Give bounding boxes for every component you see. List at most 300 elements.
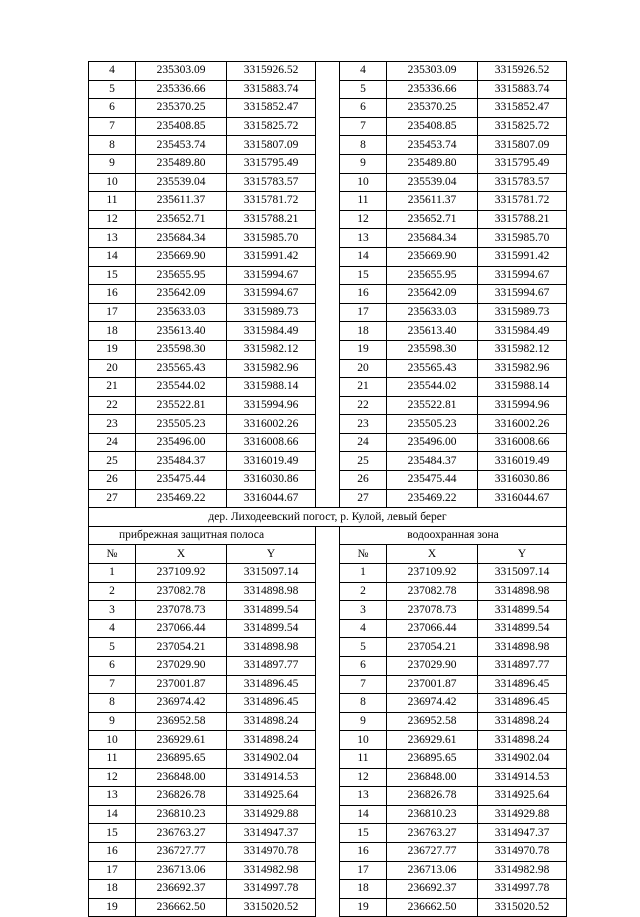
coordinates-document <box>88 61 587 917</box>
point-number-left: 8 <box>89 694 136 713</box>
point-number-right: 10 <box>340 173 387 192</box>
coord-y-right: 3314896.45 <box>478 694 567 713</box>
column-gap <box>316 880 340 899</box>
coord-y-left: 3314925.64 <box>227 787 316 806</box>
coord-x-right: 235655.95 <box>387 266 478 285</box>
point-number-right: 15 <box>340 266 387 285</box>
coord-x-right: 236895.65 <box>387 749 478 768</box>
section-header <box>89 508 567 564</box>
left-section-title: прибрежная защитная полоса <box>89 526 316 545</box>
coord-y-left: 3316008.66 <box>227 433 316 452</box>
coord-y-left: 3315989.73 <box>227 303 316 322</box>
coord-y-left: 3314970.78 <box>227 842 316 861</box>
point-number-left: 16 <box>89 285 136 304</box>
table-row <box>89 452 567 471</box>
coord-x-left: 237078.73 <box>136 601 227 620</box>
point-number-right: 23 <box>340 415 387 434</box>
coord-x-left: 236727.77 <box>136 842 227 861</box>
point-number-right: 4 <box>340 62 387 81</box>
column-gap <box>316 303 340 322</box>
coord-y-left: 3314899.54 <box>227 601 316 620</box>
table-row <box>89 638 567 657</box>
coord-y-right: 3315926.52 <box>478 62 567 81</box>
table-row <box>89 285 567 304</box>
coord-x-right: 235611.37 <box>387 192 478 211</box>
column-gap <box>316 471 340 490</box>
coord-x-left: 235370.25 <box>136 99 227 118</box>
coord-y-left: 3315788.21 <box>227 210 316 229</box>
table-row <box>89 749 567 768</box>
point-number-left: 22 <box>89 396 136 415</box>
coord-x-right: 236713.06 <box>387 861 478 880</box>
coord-x-left: 236952.58 <box>136 712 227 731</box>
point-number-left: 23 <box>89 415 136 434</box>
coord-x-left: 235475.44 <box>136 471 227 490</box>
column-gap <box>316 99 340 118</box>
coord-y-right: 3314997.78 <box>478 880 567 899</box>
point-number-right: 12 <box>340 210 387 229</box>
coord-y-left: 3315781.72 <box>227 192 316 211</box>
point-number-right: 16 <box>340 842 387 861</box>
point-number-right: 26 <box>340 471 387 490</box>
point-number-right: 18 <box>340 880 387 899</box>
point-number-right: 20 <box>340 359 387 378</box>
coordinates-table <box>88 61 567 917</box>
coord-x-left: 235539.04 <box>136 173 227 192</box>
coord-x-right: 237082.78 <box>387 582 478 601</box>
coord-x-right: 235408.85 <box>387 117 478 136</box>
coord-y-left: 3315020.52 <box>227 898 316 917</box>
table-row <box>89 154 567 173</box>
coord-x-right: 235303.09 <box>387 62 478 81</box>
table-row <box>89 564 567 583</box>
coord-x-left: 236692.37 <box>136 880 227 899</box>
coord-x-right: 235633.03 <box>387 303 478 322</box>
header-y-right: Y <box>478 545 567 564</box>
table-row <box>89 489 567 508</box>
coord-x-right: 235475.44 <box>387 471 478 490</box>
coord-y-right: 3314947.37 <box>478 824 567 843</box>
coord-x-left: 235522.81 <box>136 396 227 415</box>
coord-y-left: 3315982.96 <box>227 359 316 378</box>
table-row <box>89 80 567 99</box>
header-num-right: № <box>340 545 387 564</box>
point-number-left: 17 <box>89 303 136 322</box>
bottom-coordinates-body <box>89 564 567 917</box>
header-y-left: Y <box>227 545 316 564</box>
coord-y-right: 3314899.54 <box>478 619 567 638</box>
coord-x-right: 235453.74 <box>387 136 478 155</box>
coord-x-right: 235469.22 <box>387 489 478 508</box>
coord-y-right: 3315781.72 <box>478 192 567 211</box>
column-gap <box>316 749 340 768</box>
coord-y-right: 3315994.67 <box>478 266 567 285</box>
coord-y-right: 3315788.21 <box>478 210 567 229</box>
column-gap <box>316 712 340 731</box>
table-row <box>89 117 567 136</box>
table-row <box>89 471 567 490</box>
coord-y-left: 3315795.49 <box>227 154 316 173</box>
column-gap <box>316 564 340 583</box>
coord-y-left: 3315883.74 <box>227 80 316 99</box>
column-gap <box>316 694 340 713</box>
table-row <box>89 136 567 155</box>
coord-x-left: 235505.23 <box>136 415 227 434</box>
point-number-left: 1 <box>89 564 136 583</box>
column-gap <box>316 229 340 248</box>
point-number-right: 27 <box>340 489 387 508</box>
coord-x-left: 236662.50 <box>136 898 227 917</box>
coord-x-right: 235489.80 <box>387 154 478 173</box>
coord-y-left: 3314982.98 <box>227 861 316 880</box>
coord-y-left: 3314898.24 <box>227 712 316 731</box>
coord-x-left: 237066.44 <box>136 619 227 638</box>
column-gap <box>316 62 340 81</box>
table-row <box>89 210 567 229</box>
coord-x-right: 237078.73 <box>387 601 478 620</box>
coord-x-left: 236810.23 <box>136 805 227 824</box>
coord-y-left: 3315807.09 <box>227 136 316 155</box>
coord-y-left: 3315825.72 <box>227 117 316 136</box>
coord-y-right: 3315795.49 <box>478 154 567 173</box>
table-row <box>89 582 567 601</box>
coord-x-right: 236763.27 <box>387 824 478 843</box>
table-row <box>89 898 567 917</box>
point-number-left: 5 <box>89 638 136 657</box>
point-number-right: 19 <box>340 340 387 359</box>
top-coordinates-body <box>89 62 567 508</box>
coord-y-left: 3316002.26 <box>227 415 316 434</box>
point-number-left: 18 <box>89 880 136 899</box>
point-number-right: 24 <box>340 433 387 452</box>
point-number-left: 3 <box>89 601 136 620</box>
coord-x-right: 236810.23 <box>387 805 478 824</box>
coord-x-right: 235336.66 <box>387 80 478 99</box>
point-number-left: 18 <box>89 322 136 341</box>
table-row <box>89 229 567 248</box>
column-gap <box>316 452 340 471</box>
column-gap <box>316 842 340 861</box>
point-number-left: 10 <box>89 731 136 750</box>
table-row <box>89 62 567 81</box>
point-number-right: 8 <box>340 136 387 155</box>
coord-x-left: 236763.27 <box>136 824 227 843</box>
table-row <box>89 303 567 322</box>
column-gap <box>316 601 340 620</box>
coord-x-right: 236662.50 <box>387 898 478 917</box>
coord-y-left: 3315994.96 <box>227 396 316 415</box>
point-number-left: 19 <box>89 340 136 359</box>
coord-y-left: 3314929.88 <box>227 805 316 824</box>
coord-x-left: 235642.09 <box>136 285 227 304</box>
column-gap <box>316 247 340 266</box>
column-gap <box>316 824 340 843</box>
column-gap <box>316 805 340 824</box>
coord-y-left: 3315982.12 <box>227 340 316 359</box>
point-number-right: 9 <box>340 712 387 731</box>
column-gap <box>316 378 340 397</box>
coord-y-left: 3316019.49 <box>227 452 316 471</box>
table-row <box>89 99 567 118</box>
coord-x-right: 236692.37 <box>387 880 478 899</box>
coord-y-right: 3315988.14 <box>478 378 567 397</box>
coord-x-left: 235613.40 <box>136 322 227 341</box>
point-number-left: 7 <box>89 117 136 136</box>
point-number-left: 24 <box>89 433 136 452</box>
header-num-left: № <box>89 545 136 564</box>
coord-y-left: 3314897.77 <box>227 657 316 676</box>
coord-y-right: 3316019.49 <box>478 452 567 471</box>
coord-y-right: 3316030.86 <box>478 471 567 490</box>
point-number-right: 9 <box>340 154 387 173</box>
point-number-right: 25 <box>340 452 387 471</box>
coord-y-right: 3315994.67 <box>478 285 567 304</box>
point-number-left: 12 <box>89 768 136 787</box>
coord-y-left: 3315852.47 <box>227 99 316 118</box>
coord-x-left: 237082.78 <box>136 582 227 601</box>
point-number-left: 26 <box>89 471 136 490</box>
point-number-left: 11 <box>89 749 136 768</box>
table-row <box>89 694 567 713</box>
point-number-right: 19 <box>340 898 387 917</box>
table-row <box>89 880 567 899</box>
point-number-right: 1 <box>340 564 387 583</box>
point-number-left: 17 <box>89 861 136 880</box>
column-gap <box>316 154 340 173</box>
column-gap <box>316 359 340 378</box>
coord-x-right: 237029.90 <box>387 657 478 676</box>
coord-x-right: 236952.58 <box>387 712 478 731</box>
table-row <box>89 378 567 397</box>
table-row <box>89 192 567 211</box>
coord-x-left: 235544.02 <box>136 378 227 397</box>
coord-y-right: 3314899.54 <box>478 601 567 620</box>
coord-y-right: 3315982.96 <box>478 359 567 378</box>
table-row <box>89 768 567 787</box>
coord-y-right: 3314925.64 <box>478 787 567 806</box>
coord-y-right: 3314898.24 <box>478 712 567 731</box>
point-number-right: 5 <box>340 80 387 99</box>
coord-x-left: 235565.43 <box>136 359 227 378</box>
coord-y-right: 3316002.26 <box>478 415 567 434</box>
column-gap <box>316 638 340 657</box>
coord-x-left: 235633.03 <box>136 303 227 322</box>
point-number-left: 21 <box>89 378 136 397</box>
column-gap <box>316 787 340 806</box>
point-number-left: 19 <box>89 898 136 917</box>
coord-y-right: 3315994.96 <box>478 396 567 415</box>
coord-x-left: 236848.00 <box>136 768 227 787</box>
point-number-right: 5 <box>340 638 387 657</box>
coord-y-left: 3314899.54 <box>227 619 316 638</box>
point-number-right: 12 <box>340 768 387 787</box>
column-gap <box>316 173 340 192</box>
coord-x-left: 235489.80 <box>136 154 227 173</box>
column-gap <box>316 322 340 341</box>
table-row <box>89 266 567 285</box>
column-gap <box>316 582 340 601</box>
coord-x-left: 236713.06 <box>136 861 227 880</box>
column-gap <box>316 768 340 787</box>
coord-y-left: 3315783.57 <box>227 173 316 192</box>
coord-x-right: 235652.71 <box>387 210 478 229</box>
column-gap <box>316 489 340 508</box>
table-row <box>89 601 567 620</box>
point-number-right: 15 <box>340 824 387 843</box>
coord-x-right: 237001.87 <box>387 675 478 694</box>
point-number-right: 16 <box>340 285 387 304</box>
point-number-left: 12 <box>89 210 136 229</box>
coord-x-left: 235453.74 <box>136 136 227 155</box>
point-number-left: 15 <box>89 824 136 843</box>
coord-x-left: 236826.78 <box>136 787 227 806</box>
coord-y-right: 3315883.74 <box>478 80 567 99</box>
coord-y-left: 3314896.45 <box>227 694 316 713</box>
table-row <box>89 842 567 861</box>
table-row <box>89 787 567 806</box>
coord-y-right: 3315020.52 <box>478 898 567 917</box>
coord-x-right: 235684.34 <box>387 229 478 248</box>
point-number-right: 14 <box>340 805 387 824</box>
coord-x-left: 235408.85 <box>136 117 227 136</box>
point-number-left: 7 <box>89 675 136 694</box>
point-number-left: 10 <box>89 173 136 192</box>
coord-y-right: 3315097.14 <box>478 564 567 583</box>
coord-y-right: 3314898.98 <box>478 638 567 657</box>
coord-x-left: 235652.71 <box>136 210 227 229</box>
coord-x-right: 237066.44 <box>387 619 478 638</box>
coord-y-left: 3315988.14 <box>227 378 316 397</box>
coord-y-right: 3315985.70 <box>478 229 567 248</box>
point-number-left: 16 <box>89 842 136 861</box>
coord-x-right: 236727.77 <box>387 842 478 861</box>
point-number-left: 15 <box>89 266 136 285</box>
point-number-left: 9 <box>89 712 136 731</box>
point-number-right: 6 <box>340 99 387 118</box>
table-row <box>89 396 567 415</box>
column-gap <box>316 266 340 285</box>
column-gap <box>316 285 340 304</box>
table-row <box>89 359 567 378</box>
coord-x-right: 235565.43 <box>387 359 478 378</box>
column-gap <box>316 861 340 880</box>
point-number-left: 25 <box>89 452 136 471</box>
table-row <box>89 712 567 731</box>
point-number-left: 2 <box>89 582 136 601</box>
coord-x-right: 236848.00 <box>387 768 478 787</box>
coord-x-left: 236974.42 <box>136 694 227 713</box>
column-gap <box>316 117 340 136</box>
coord-y-right: 3314982.98 <box>478 861 567 880</box>
table-row <box>89 731 567 750</box>
coord-y-right: 3314929.88 <box>478 805 567 824</box>
coord-y-left: 3314898.98 <box>227 582 316 601</box>
coord-y-left: 3314898.24 <box>227 731 316 750</box>
point-number-right: 8 <box>340 694 387 713</box>
column-gap <box>316 136 340 155</box>
coord-x-right: 235484.37 <box>387 452 478 471</box>
coord-y-right: 3314898.24 <box>478 731 567 750</box>
coord-y-left: 3315097.14 <box>227 564 316 583</box>
coord-x-right: 235613.40 <box>387 322 478 341</box>
column-gap <box>316 545 340 564</box>
coord-y-right: 3314970.78 <box>478 842 567 861</box>
point-number-right: 18 <box>340 322 387 341</box>
coord-y-left: 3315984.49 <box>227 322 316 341</box>
table-row <box>89 433 567 452</box>
coord-x-left: 237029.90 <box>136 657 227 676</box>
point-number-left: 27 <box>89 489 136 508</box>
coord-x-right: 235669.90 <box>387 247 478 266</box>
coord-y-right: 3315807.09 <box>478 136 567 155</box>
coord-y-left: 3315985.70 <box>227 229 316 248</box>
coord-x-left: 235684.34 <box>136 229 227 248</box>
point-number-left: 9 <box>89 154 136 173</box>
right-section-title: водоохранная зона <box>340 526 567 545</box>
coord-x-right: 235496.00 <box>387 433 478 452</box>
table-row <box>89 340 567 359</box>
point-number-left: 6 <box>89 99 136 118</box>
point-number-left: 8 <box>89 136 136 155</box>
point-number-right: 4 <box>340 619 387 638</box>
point-number-left: 6 <box>89 657 136 676</box>
coord-x-left: 235669.90 <box>136 247 227 266</box>
coord-x-left: 235469.22 <box>136 489 227 508</box>
coord-y-right: 3314896.45 <box>478 675 567 694</box>
column-gap <box>316 657 340 676</box>
coord-y-right: 3314914.53 <box>478 768 567 787</box>
point-number-left: 14 <box>89 805 136 824</box>
column-gap <box>316 898 340 917</box>
point-number-right: 10 <box>340 731 387 750</box>
point-number-left: 13 <box>89 787 136 806</box>
coord-x-left: 235496.00 <box>136 433 227 452</box>
table-row <box>89 805 567 824</box>
table-row <box>89 657 567 676</box>
coord-x-left: 235303.09 <box>136 62 227 81</box>
column-gap <box>316 415 340 434</box>
coord-x-right: 235598.30 <box>387 340 478 359</box>
point-number-right: 7 <box>340 117 387 136</box>
coord-x-left: 236895.65 <box>136 749 227 768</box>
column-gap <box>316 192 340 211</box>
column-gap <box>316 675 340 694</box>
coord-y-right: 3314902.04 <box>478 749 567 768</box>
coord-y-left: 3316030.86 <box>227 471 316 490</box>
coord-x-left: 236929.61 <box>136 731 227 750</box>
table-row <box>89 824 567 843</box>
coord-x-left: 237109.92 <box>136 564 227 583</box>
point-number-left: 5 <box>89 80 136 99</box>
coord-x-right: 235370.25 <box>387 99 478 118</box>
coord-x-right: 235544.02 <box>387 378 478 397</box>
point-number-left: 11 <box>89 192 136 211</box>
point-number-right: 14 <box>340 247 387 266</box>
coord-x-right: 236826.78 <box>387 787 478 806</box>
coord-y-right: 3316044.67 <box>478 489 567 508</box>
table-row <box>89 675 567 694</box>
coord-y-left: 3315994.67 <box>227 266 316 285</box>
point-number-right: 11 <box>340 192 387 211</box>
point-number-right: 21 <box>340 378 387 397</box>
location-title: дер. Лиходеевский погост, р. Кулой, левый берег <box>89 508 567 527</box>
coord-y-right: 3314898.98 <box>478 582 567 601</box>
point-number-right: 13 <box>340 229 387 248</box>
coord-x-right: 235505.23 <box>387 415 478 434</box>
point-number-right: 17 <box>340 303 387 322</box>
column-gap <box>316 731 340 750</box>
table-row <box>89 861 567 880</box>
